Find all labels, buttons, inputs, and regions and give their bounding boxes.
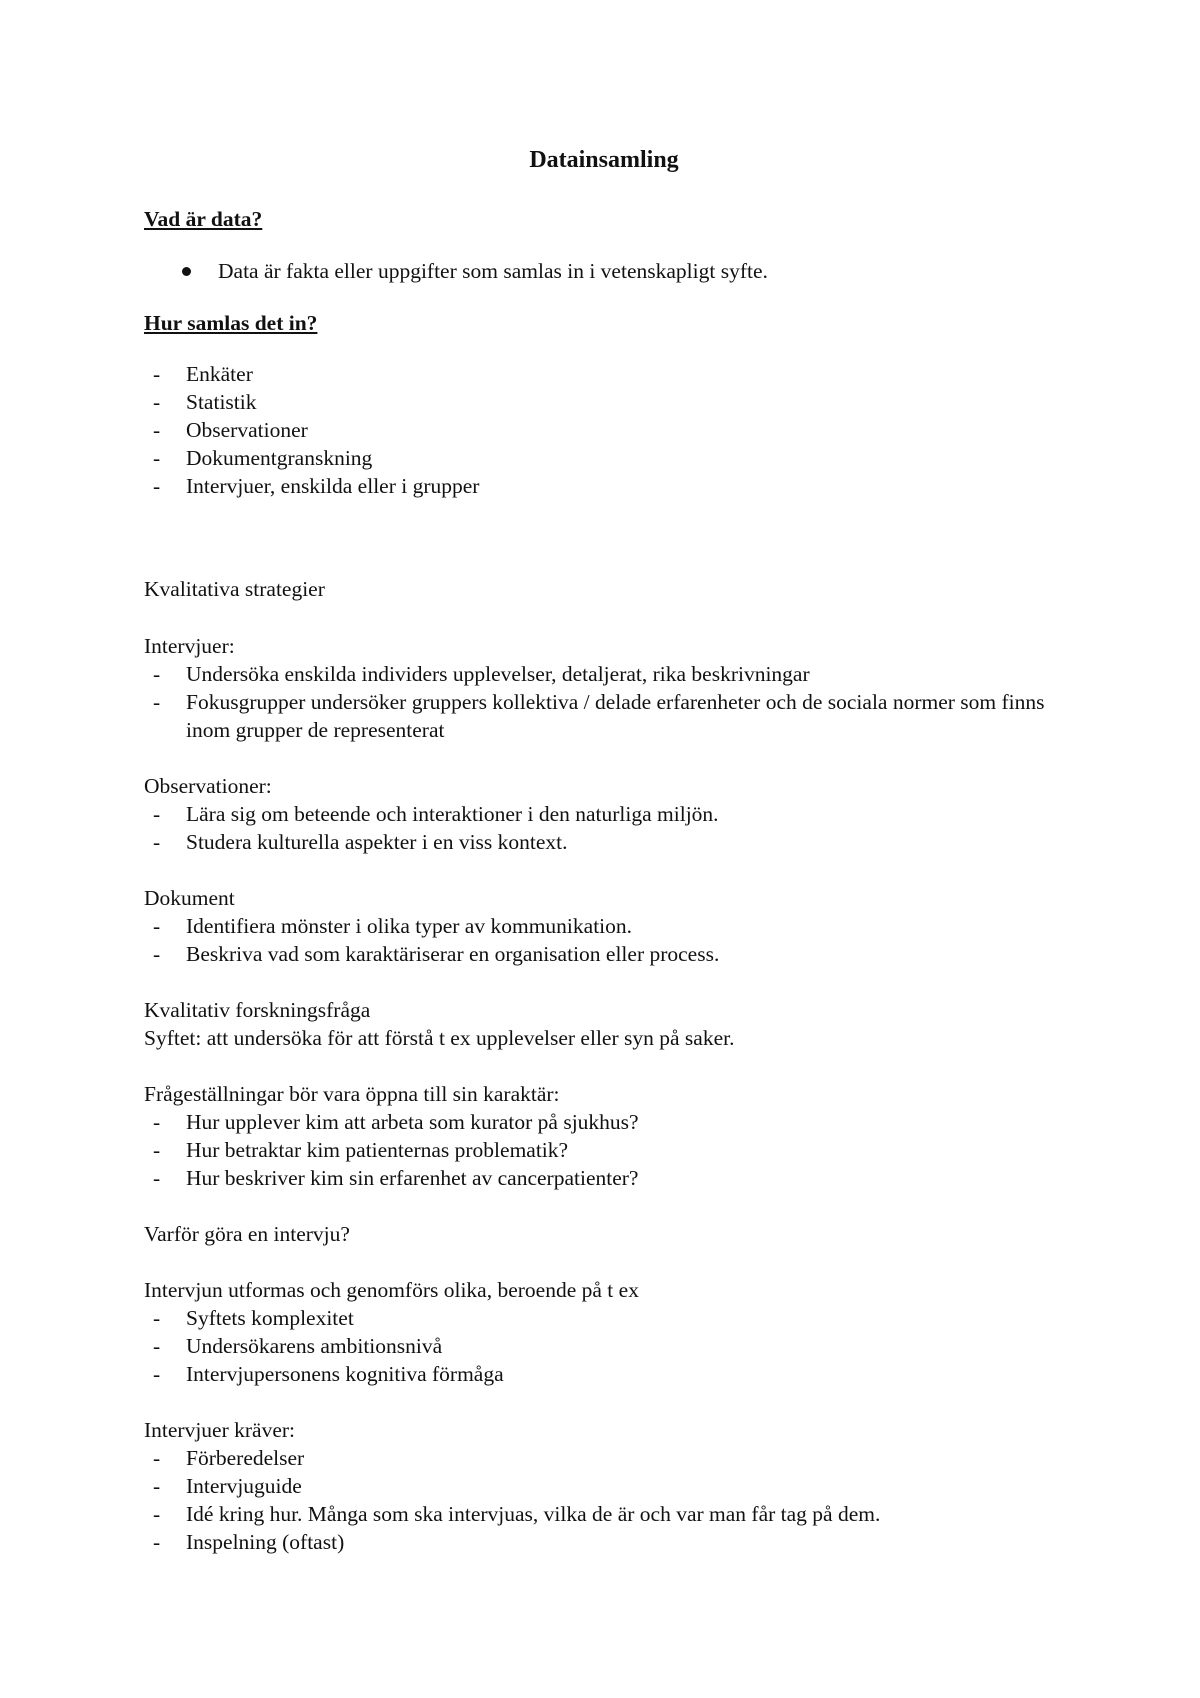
bullet-icon — [182, 267, 191, 276]
bullet-list — [144, 257, 1064, 285]
dokument-label: Dokument — [144, 886, 235, 910]
list-item: - Identifiera mönster i olika typer av kommunikation. — [153, 914, 633, 938]
intervjuer-label: Intervjuer: — [144, 634, 235, 658]
dash-icon: - — [153, 474, 161, 498]
dash-icon: - — [153, 1474, 161, 1498]
kvalitativa-strategier-label: Kvalitativa strategier — [144, 577, 325, 601]
list-item: - Hur upplever kim att arbeta som kurator på sjukhus? — [153, 1110, 639, 1134]
dash-icon: - — [153, 1502, 161, 1526]
kraver-list — [144, 1444, 1064, 1556]
dash-icon: - — [153, 1110, 161, 1134]
forskningsfraga-section — [144, 996, 1064, 1052]
syfte-text: Syftet: att undersöka för att förstå t ex upplevelser eller syn på saker. — [144, 1026, 735, 1050]
dash-icon: - — [153, 1138, 161, 1162]
list-item: - Inspelning (oftast) — [153, 1530, 345, 1554]
document-title: Datainsamling — [529, 147, 679, 173]
heading-vad-ar-data: Vad är data? — [144, 207, 263, 231]
list-item: - Intervjuguide — [153, 1474, 302, 1498]
list-item: - Observationer — [153, 418, 308, 442]
dash-icon: - — [153, 362, 161, 386]
observationer-label: Observationer: — [144, 774, 272, 798]
fragestallningar-list — [144, 1108, 1064, 1192]
utformas-list — [144, 1304, 1064, 1388]
dash-icon: - — [153, 1446, 161, 1470]
list-item: - Förberedelser — [153, 1446, 305, 1470]
dash-icon: - — [153, 1362, 161, 1386]
observationer-list — [144, 800, 1064, 856]
kraver-section — [144, 1416, 1064, 1556]
intervjuer-section — [144, 632, 1064, 744]
list-item: - Fokusgrupper undersöker gruppers kollektiva / delade erfarenheter och de sociala normer som finns inom grupper de representerat — [153, 690, 1045, 742]
dash-icon: - — [153, 942, 161, 966]
list-item: - Idé kring hur. Många som ska intervjuas, vilka de är och var man får tag på dem. — [153, 1502, 881, 1526]
list-item — [144, 257, 1064, 285]
dash-icon: - — [153, 1334, 161, 1358]
dash-icon: - — [153, 446, 161, 470]
dash-icon: - — [153, 418, 161, 442]
intervjuer-list — [144, 660, 1064, 744]
dash-icon: - — [153, 1166, 161, 1190]
list-item: - Syftets komplexitet — [153, 1306, 354, 1330]
fragestallningar-label: Frågeställningar bör vara öppna till sin karaktär: — [144, 1082, 560, 1106]
list-item: - Undersöka enskilda individers upplevelser, detaljerat, rika beskrivningar — [153, 662, 810, 686]
heading-hur-samlas: Hur samlas det in? — [144, 311, 318, 335]
forskningsfraga-label: Kvalitativ forskningsfråga — [144, 998, 371, 1022]
list-item: - Statistik — [153, 390, 257, 414]
dash-icon: - — [153, 1306, 161, 1330]
fragestallningar-section — [144, 1080, 1064, 1192]
list-item: - Intervjupersonens kognitiva förmåga — [153, 1362, 504, 1386]
list-item: - Lära sig om beteende och interaktioner i den naturliga miljön. — [153, 802, 719, 826]
dokument-list — [144, 912, 1064, 968]
list-item: - Undersökarens ambitionsnivå — [153, 1334, 443, 1358]
utformas-label: Intervjun utformas och genomförs olika, beroende på t ex — [144, 1278, 639, 1302]
dash-icon: - — [153, 830, 161, 854]
dash-icon: - — [153, 802, 161, 826]
list-item: - Studera kulturella aspekter i en viss kontext. — [153, 830, 568, 854]
list-item: - Beskriva vad som karaktäriserar en organisation eller process. — [153, 942, 720, 966]
observationer-section — [144, 772, 1064, 856]
list-item: - Dokumentgranskning — [153, 446, 373, 470]
dash-icon: - — [153, 390, 161, 414]
dash-icon: - — [153, 1530, 161, 1554]
list-item: - Hur beskriver kim sin erfarenhet av cancerpatienter? — [153, 1166, 639, 1190]
varfor-label: Varför göra en intervju? — [144, 1222, 350, 1246]
list-item: - Intervjuer, enskilda eller i grupper — [153, 474, 480, 498]
list-item: - Hur betraktar kim patienternas problematik? — [153, 1138, 569, 1162]
kraver-label: Intervjuer kräver: — [144, 1418, 296, 1442]
list-item-text: Data är fakta eller uppgifter som samlas in i vetenskapligt syfte. — [218, 259, 768, 283]
dash-icon: - — [153, 690, 161, 714]
dash-icon: - — [153, 662, 161, 686]
utformas-section — [144, 1276, 1064, 1388]
collection-methods-list — [144, 360, 1064, 500]
dokument-section — [144, 884, 1064, 968]
dash-icon: - — [153, 914, 161, 938]
list-item: - Enkäter — [153, 362, 253, 386]
